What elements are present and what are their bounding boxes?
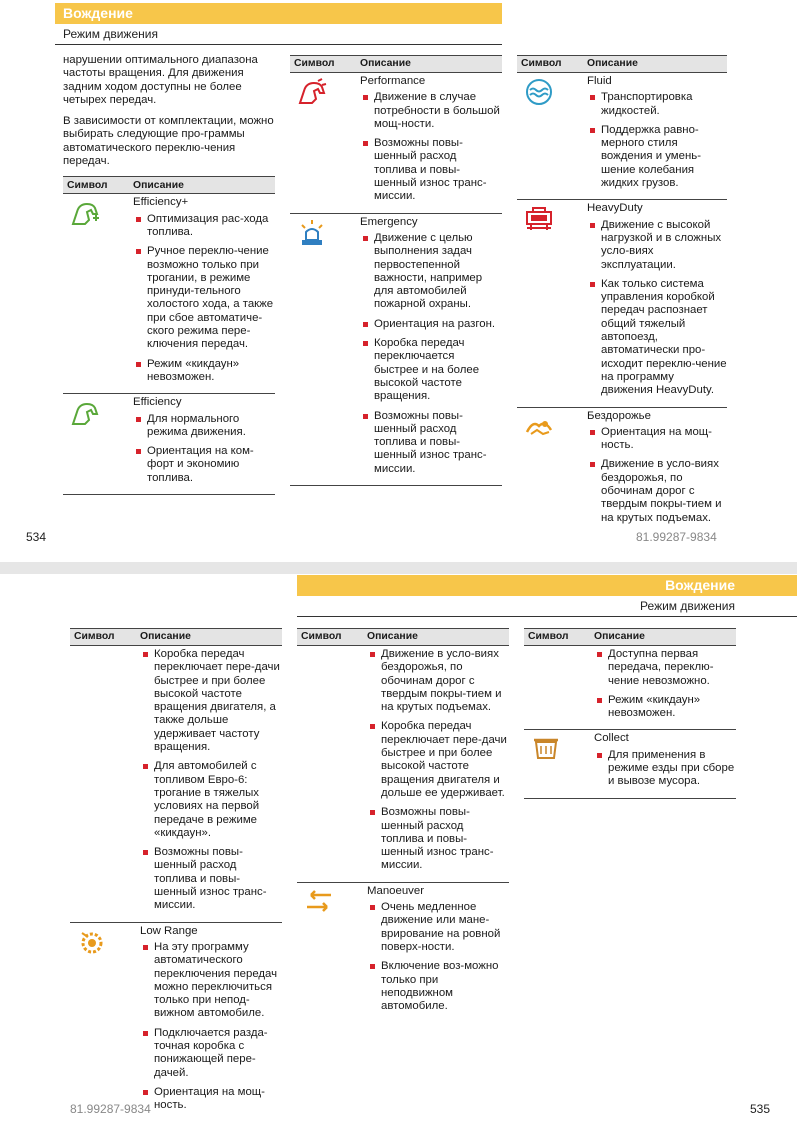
mode-name: Бездорожье xyxy=(587,409,651,422)
list-item: Возможны повы-шенный расход топлива и повы-шенный износ транс-миссии. xyxy=(140,846,282,912)
list-item: Подключается разда-точная коробка с понижающей пере-дачей. xyxy=(140,1027,282,1080)
list-item: Для применения в режиме езды при сборе и вывозе мусора. xyxy=(594,749,736,789)
mode-name: Performance xyxy=(360,75,426,87)
table-header xyxy=(70,628,282,646)
doc-number: 81.99287-9834 xyxy=(636,530,717,544)
table-row xyxy=(63,393,275,495)
intro-paragraph: нарушении оптимального диапазона частоты вращения. Для движения задним ходом доступны не более четырех передач. xyxy=(63,54,258,106)
list-item: Как только система управления коробкой передач распознает общий тяжелый автопоезд, автоматически про-исходит переклю-чение на программу движения HeavyDuty. xyxy=(587,278,727,398)
table-row xyxy=(70,922,282,1122)
list-item: Движение с высокой нагрузкой и в сложных усло-виях эксплуатации. xyxy=(587,219,727,272)
column-3 xyxy=(524,628,736,799)
column-1 xyxy=(63,54,275,495)
table-row xyxy=(63,194,275,393)
list-item: Возможны повы-шенный расход топлива и повы-шенный износ транс-миссии. xyxy=(360,410,502,476)
col-description: Описание xyxy=(367,631,418,643)
col-symbol: Символ xyxy=(521,58,562,70)
mode-name: Efficiency xyxy=(133,396,182,409)
list-item: Режим «кикдаун» невозможен. xyxy=(133,358,275,385)
table-header xyxy=(297,628,509,646)
efficiency-icon xyxy=(69,398,101,428)
col-description: Описание xyxy=(594,631,645,643)
list-item: Коробка передач переключает пере-дачи быстрее и при более высокой частоте вращения двигателя и дольше ее удерживает. xyxy=(367,720,509,800)
list-item: Поддержка равно-мерного стиля вождения и умень-шение колебания жидких грузов. xyxy=(587,124,727,190)
col-symbol: Символ xyxy=(67,179,108,191)
list-item: Ориентация на разгон. xyxy=(360,318,502,331)
table-row xyxy=(290,213,502,486)
table-header xyxy=(517,55,727,73)
intro-paragraph: В зависимости от комплектации, можно выбирать следующие про-граммы автоматического переклю-чения передач. xyxy=(63,115,274,168)
list-item: Ориентация на мощ-ность. xyxy=(140,1086,282,1113)
mode-name: Low Range xyxy=(140,924,198,937)
list-item: Для автомобилей с топливом Евро-6: трогание в тяжелых условиях на первой передаче в режиме «кикдаун». xyxy=(140,760,282,840)
low-range-icon xyxy=(76,927,108,957)
list-item: Движение в усло-виях бездорожья, по обочинам дорог с твердым покры-тием и на крутых подъемах. xyxy=(587,458,727,524)
offroad-icon xyxy=(523,412,555,442)
list-item: Включение воз-можно только при неподвижном автомобиле. xyxy=(367,960,509,1013)
list-item: На эту программу автоматического переключения передач можно переключиться только при непод-вижном автомобиле. xyxy=(140,941,282,1021)
list-item: Транспортировка жидкостей. xyxy=(587,91,727,118)
table-row xyxy=(517,73,727,199)
mode-name: Efficiency+ xyxy=(133,196,189,209)
table-header xyxy=(524,628,736,646)
mode-name: Fluid xyxy=(587,75,612,87)
col-symbol: Символ xyxy=(74,631,115,643)
fluid-icon xyxy=(523,77,555,107)
doc-number: 81.99287-9834 xyxy=(70,1102,151,1116)
list-item: Режим «кикдаун» невозможен. xyxy=(594,694,736,721)
header-rule xyxy=(297,616,797,617)
header-title: Вождение xyxy=(55,3,502,24)
column-2 xyxy=(290,55,502,486)
column-1 xyxy=(70,628,282,1122)
mode-name: Manoeuver xyxy=(367,884,424,897)
table-row xyxy=(290,73,502,213)
table-row xyxy=(517,199,727,406)
col-description: Описание xyxy=(587,58,638,70)
list-item: Возможны повы-шенный расход топлива и повы-шенный износ транс-миссии. xyxy=(360,137,502,203)
col-symbol: Символ xyxy=(301,631,342,643)
header-title: Вождение xyxy=(297,575,797,596)
collect-icon xyxy=(530,734,562,764)
performance-icon xyxy=(296,77,328,107)
list-item: Доступна первая передача, переклю-чение невозможно. xyxy=(594,648,736,688)
list-item: Движение в случае потребности в большой мощ-ности. xyxy=(360,91,502,131)
col-description: Описание xyxy=(140,631,191,643)
table-header xyxy=(290,55,502,73)
col-description: Описание xyxy=(133,179,184,191)
list-item: Движение в усло-виях бездорожья, по обочинам дорог с твердым покры-тием и на крутых подъемах. xyxy=(367,648,509,714)
table-row xyxy=(524,646,736,729)
list-item: Коробка передач переключает пере-дачи быстрее и при более высокой частоте вращения двигателя, а также дольше удерживает частоту вращения. xyxy=(140,648,282,754)
table-row xyxy=(524,729,736,798)
efficiency-plus-icon xyxy=(69,198,101,228)
list-item: Возможны повы-шенный расход топлива и повы-шенный износ транс-миссии. xyxy=(367,806,509,872)
list-item: Ориентация на ком-форт и экономию топлива. xyxy=(133,445,275,485)
col-symbol: Символ xyxy=(294,58,335,70)
list-item: Ориентация на мощ-ность. xyxy=(587,426,727,453)
list-item: Оптимизация рас-хода топлива. xyxy=(133,213,275,240)
mode-name: Emergency xyxy=(360,215,418,228)
header-subtitle: Режим движения xyxy=(63,27,158,41)
col-description: Описание xyxy=(360,58,411,70)
page-number: 534 xyxy=(26,530,47,544)
list-item: Очень медленное движение или мане-врирование на ровной поверх-ности. xyxy=(367,901,509,954)
table-header xyxy=(63,176,275,194)
list-item: Ручное переклю-чение возможно только при трогании, в режиме принуди-тельного холостого хода, а также при сбое автоматиче-ского режима пере-ключения передач. xyxy=(133,245,275,351)
table-row xyxy=(297,882,509,1023)
mode-name: HeavyDuty xyxy=(587,202,643,215)
list-item: Движение с целью выполнения задач первостепенной важности, например для автомобилей пожарной охраны. xyxy=(360,232,502,312)
table-row xyxy=(70,646,282,922)
header-rule xyxy=(55,44,502,45)
list-item: Для нормального режима движения. xyxy=(133,413,275,440)
page-534 xyxy=(0,0,797,562)
col-symbol: Символ xyxy=(528,631,569,643)
header-subtitle: Режим движения xyxy=(640,599,735,613)
page-number: 535 xyxy=(750,1102,771,1116)
column-3 xyxy=(517,55,727,534)
manoeuver-icon xyxy=(303,887,335,917)
table-row xyxy=(297,646,509,882)
heavyduty-icon xyxy=(523,204,555,234)
list-item: Коробка передач переключается быстрее и на более высокой частоте вращения. xyxy=(360,337,502,403)
column-2 xyxy=(297,628,509,1022)
table-row xyxy=(517,407,727,534)
emergency-icon xyxy=(296,218,328,248)
page-separator xyxy=(0,562,797,574)
mode-name: Collect xyxy=(594,732,629,745)
page-535 xyxy=(0,574,797,1132)
